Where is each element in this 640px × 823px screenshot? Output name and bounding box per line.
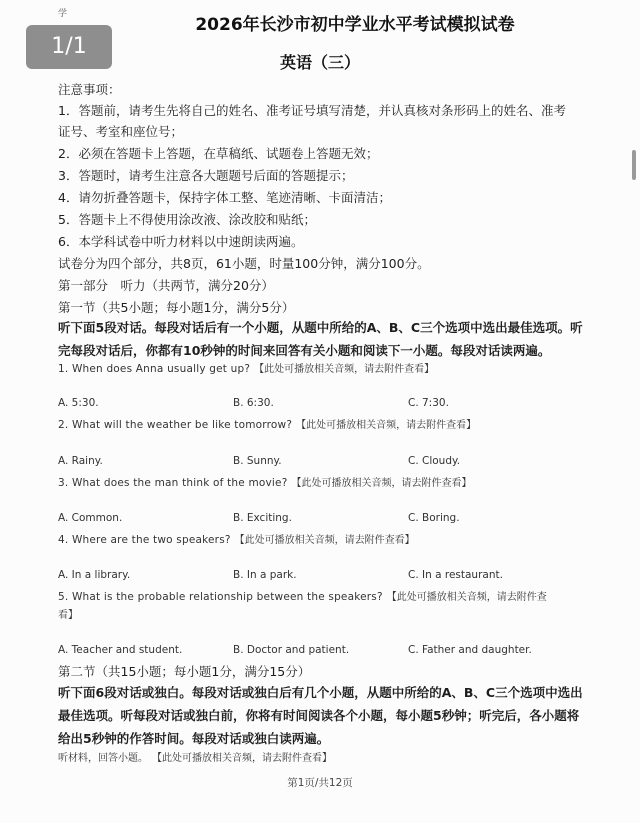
notice-item-2: 2．必须在答题卡上答题，在草稿纸、试题卷上答题无效； — [58, 146, 379, 161]
question-5-note-wrap: 看】 — [58, 610, 78, 621]
question-2: 2. What will the weather be like tomorrow? 【此处可播放相关音频，请去附件查看】 — [58, 419, 477, 431]
notice-item-3: 3．答题时，请考生注意各大题题号后面的答题提示； — [58, 168, 354, 183]
option-a: A. Rainy. — [58, 455, 103, 467]
audio-note-part1[interactable]: 【此处可播放相关音频，请去附件查 — [386, 592, 547, 603]
notice-item-1a: 1．答题前，请考生先将自己的姓名、准考证号填写清楚，并认真核对条形码上的姓名、准考 — [58, 103, 566, 118]
corner-mark: 学 — [58, 9, 68, 19]
section1-instructions: 听下面5段对话。每段对话后有一个小题，从题中所给的A、B、C三个选项中选出最佳选项。听完每段对话后，你都有10秒钟的时间来回答有关小题和阅读下一小题。每段对话读两遍。 — [58, 320, 583, 358]
exam-summary: 试卷分为四个部分，共8页，61小题，时量100分钟，满分100分。 — [58, 256, 430, 271]
notice-item-1b: 证号、考室和座位号； — [58, 124, 184, 139]
option-b: B. Exciting. — [233, 512, 292, 524]
audio-note[interactable]: 【此处可播放相关音频，请去附件查看】 — [234, 535, 415, 546]
scrollbar-thumb[interactable] — [632, 150, 636, 180]
audio-note[interactable]: 【此处可播放相关音频，请去附件查看】 — [296, 420, 477, 431]
option-b: B. Doctor and patient. — [233, 644, 350, 656]
page-counter-badge[interactable]: 1/1 — [26, 25, 112, 69]
notice-item-5: 5．答题卡上不得使用涂改液、涂改胶和贴纸； — [58, 212, 316, 227]
notice-item-6: 6．本学科试卷中听力材料以中速朗读两遍。 — [58, 234, 304, 249]
option-c: C. 7:30. — [408, 397, 449, 409]
audio-note[interactable]: 【此处可播放相关音频，请去附件查看】 — [291, 478, 472, 489]
audio-note[interactable]: 【此处可播放相关音频，请去附件查看】 — [254, 364, 435, 375]
section2-heading: 第二节（共15小题；每小题1分，满分15分） — [58, 664, 311, 679]
section2-instructions: 听下面6段对话或独白。每段对话或独白后有几个小题，从题中所给的A、B、C三个选项中选出最佳选项。听每段对话或独白前，你将有时间阅读各个小题，每小题5秒钟；听完后，各小题将给出5秒钟的作答时间。每段对话或独白读两遍。 — [58, 685, 583, 746]
part1-heading: 第一部分 听力（共两节，满分20分） — [58, 278, 274, 293]
exam-subtitle: 英语（三） — [280, 53, 361, 72]
option-c: C. Boring. — [408, 512, 460, 524]
option-b: B. Sunny. — [233, 455, 282, 467]
page-footer: 第1页/共12页 — [287, 777, 353, 789]
question-1: 1. When does Anna usually get up? 【此处可播放相关音频，请去附件查看】 — [58, 363, 435, 375]
audio-note[interactable]: 【此处可播放相关音频，请去附件查看】 — [151, 753, 332, 764]
question-3: 3. What does the man think of the movie? 【此处可播放相关音频，请去附件查看】 — [58, 477, 472, 489]
section2-prompt: 听材料，回答小题。 【此处可播放相关音频，请去附件查看】 — [58, 753, 332, 764]
option-a: A. Teacher and student. — [58, 644, 183, 656]
option-a: A. 5:30. — [58, 397, 99, 409]
section1-heading: 第一节（共5小题；每小题1分，满分5分） — [58, 300, 295, 315]
option-a: A. In a library. — [58, 569, 131, 581]
option-a: A. Common. — [58, 512, 123, 524]
option-b: B. 6:30. — [233, 397, 274, 409]
option-c: C. In a restaurant. — [408, 569, 503, 581]
notice-heading: 注意事项： — [58, 82, 121, 97]
option-c: C. Cloudy. — [408, 455, 461, 467]
option-b: B. In a park. — [233, 569, 297, 581]
option-c: C. Father and daughter. — [408, 644, 532, 656]
exam-title: 2026年长沙市初中学业水平考试模拟试卷 — [195, 15, 515, 35]
question-5: 5. What is the probable relationship between the speakers? 【此处可播放相关音频，请去附件查 — [58, 591, 547, 603]
notice-item-4: 4．请勿折叠答题卡，保持字体工整、笔迹清晰、卡面清洁； — [58, 190, 391, 205]
question-4: 4. Where are the two speakers? 【此处可播放相关音频，请去附件查看】 — [58, 534, 415, 546]
